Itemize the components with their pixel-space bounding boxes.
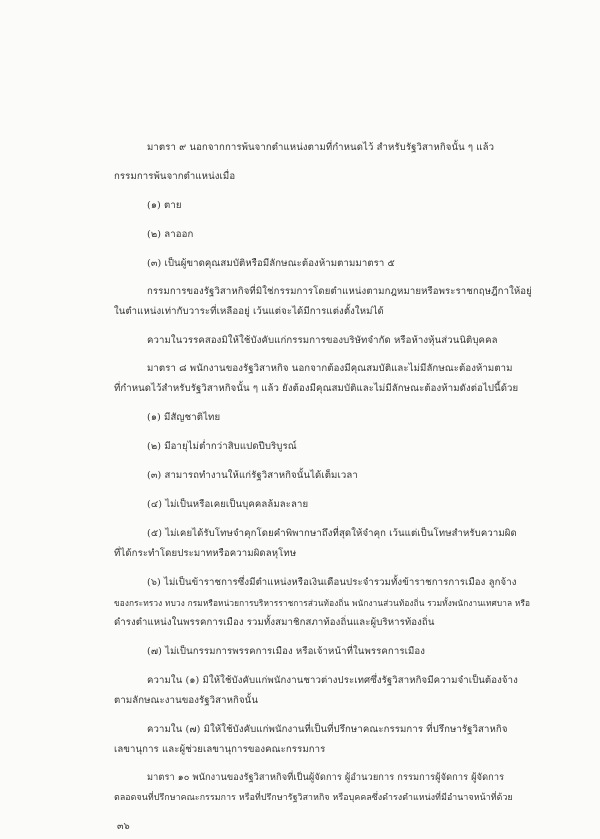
section-10-text-cont: ตลอดจนที่ปรึกษาคณะกรรมการ หรือที่ปรึกษารัฐวิสาหกิจ หรือบุคคลซึ่งดำรงตำแหน่งที่มีอำนาจหน้าที่ด้วย: [114, 793, 513, 803]
section-10-text: มาตรา ๑๐ พนักงานของรัฐวิสาหกิจที่เป็นผู้จัดการ ผู้อำนวยการ กรรมการผู้จัดการ ผู้จัดการ: [147, 772, 505, 783]
qual-3: (๓) สามารถทำงานให้แก่รัฐวิสาหกิจนั้นได้เต็มเวลา: [147, 470, 358, 481]
qual-5: (๕) ไม่เคยได้รับโทษจำคุกโดยคำพิพากษาถึงที่สุดให้จำคุก เว้นแต่เป็นโทษสำหรับความผิด: [147, 528, 517, 539]
qual-6: (๖) ไม่เป็นข้าราชการซึ่งมีตำแหน่งหรือเงินเดือนประจำรวมทั้งข้าราชการการเมือง ลูกจ้าง: [147, 577, 517, 588]
paragraph-directors-cont: ในตำแหน่งเท่ากับวาระที่เหลืออยู่ เว้นแต่จะได้มีการแต่งตั้งใหม่ได้: [114, 306, 384, 317]
qual-7: (๗) ไม่เป็นกรรมการพรรคการเมือง หรือเจ้าหน้าที่ในพรรคการเมือง: [147, 646, 426, 657]
section-9-text: มาตรา ๙ นอกจากการพ้นจากตำแหน่งตามที่กำหนดไว้ สำหรับรัฐวิสาหกิจนั้น ๆ แล้ว: [147, 142, 495, 153]
qual-5-cont: ที่ได้กระทำโดยประมาทหรือความผิดลหุโทษ: [114, 548, 297, 559]
paragraph-advisors-cont: เลขานุการ และผู้ช่วยเลขานุการของคณะกรรมการ: [114, 744, 326, 755]
qual-6-cont-2: ดำรงตำแหน่งในพรรคการเมือง รวมทั้งสมาชิกสภาท้องถิ่นและผู้บริหารท้องถิ่น: [114, 617, 435, 628]
paragraph-directors: กรรมการของรัฐวิสาหกิจที่มิใช่กรรมการโดยตำแหน่งตามกฎหมายหรือพระราชกฤษฎีกาให้อยู่: [147, 286, 532, 297]
section-8-text-cont: ที่กำหนดไว้สำหรับรัฐวิสาหกิจนั้น ๆ แล้ว ยังต้องมีคุณสมบัติและไม่มีลักษณะต้องห้ามดังต่อไปนี้ด้วย: [114, 383, 519, 394]
item-1: (๑) ตาย: [147, 200, 182, 211]
qual-6-cont-1: ของกระทรวง ทบวง กรมหรือหน่วยการบริหารราชการส่วนท้องถิ่น พนักงานส่วนท้องถิ่น รวมทั้งพนักงานเทศบาล หรือ: [114, 598, 531, 608]
section-9-text-cont: กรรมการพ้นจากตำแหน่งเมื่อ: [114, 171, 236, 182]
qual-2: (๒) มีอายุไม่ต่ำกว่าสิบแปดปีบริบูรณ์: [147, 441, 297, 452]
paragraph-foreign: ความใน (๑) มิให้ใช้บังคับแก่พนักงานชาวต่างประเทศซึ่งรัฐวิสาหกิจมีความจำเป็นต้องจ้าง: [147, 675, 518, 686]
item-2: (๒) ลาออก: [147, 229, 194, 240]
page-number: ๓๖: [117, 821, 130, 832]
qual-4: (๔) ไม่เป็นหรือเคยเป็นบุคคลล้มละลาย: [147, 499, 309, 510]
paragraph-advisors: ความใน (๗) มิให้ใช้บังคับแก่พนักงานที่เป็นที่ปรึกษาคณะกรรมการ ที่ปรึกษารัฐวิสาหกิจ: [147, 724, 508, 735]
paragraph-foreign-cont: ตามลักษณะงานของรัฐวิสาหกิจนั้น: [114, 695, 258, 706]
paragraph-exemption: ความในวรรคสองมิให้ใช้บังคับแก่กรรมการของบริษัทจำกัด หรือห้างหุ้นส่วนนิติบุคคล: [147, 335, 498, 346]
qual-1: (๑) มีสัญชาติไทย: [147, 412, 221, 423]
item-3: (๓) เป็นผู้ขาดคุณสมบัติหรือมีลักษณะต้องห้ามตามมาตรา ๕: [147, 258, 395, 269]
section-8-text: มาตรา ๘ พนักงานของรัฐวิสาหกิจ นอกจากต้องมีคุณสมบัติและไม่มีลักษณะต้องห้ามตาม: [147, 363, 513, 374]
